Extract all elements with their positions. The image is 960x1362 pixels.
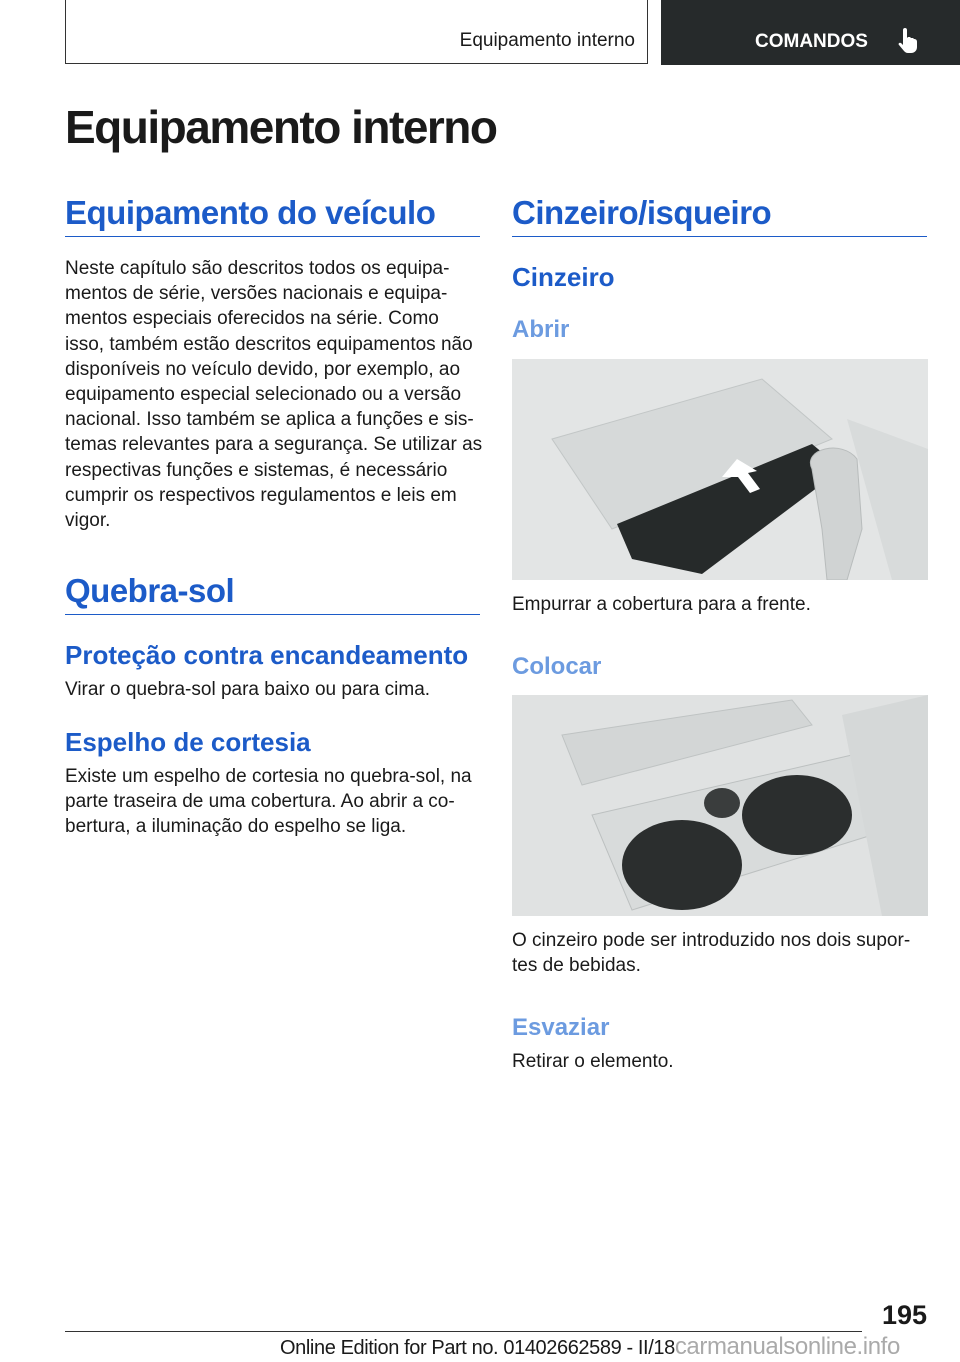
text-line: isso, também estão descritos equipamentos não [65, 333, 473, 355]
equip-paragraph [65, 256, 485, 533]
text-line: mentos de série, versões nacionais e equipa- [65, 283, 448, 305]
text-line: Neste capítulo são descritos todos os equipa- [65, 258, 450, 279]
heading-esvaziar: Esvaziar [512, 1014, 610, 1041]
text-line: mentos especiais oferecidos na série. Como [65, 308, 439, 330]
pointing-hand-icon [897, 26, 921, 54]
chapter-label: COMANDOS [755, 31, 868, 52]
text-line: respectivas funções e sistemas, é necessário [65, 459, 448, 481]
text-line: equipamento especial selecionado ou a versão [65, 384, 462, 406]
chapter-tab [661, 0, 960, 65]
text-line: parte traseira de uma cobertura. Ao abrir a co- [65, 791, 455, 813]
heading-colocar: Colocar [512, 653, 602, 680]
footer-divider [65, 1331, 862, 1332]
heading-espelho: Espelho de cortesia [65, 727, 311, 757]
text-line: tes de bebidas. [512, 955, 641, 977]
place-paragraph [512, 928, 932, 978]
text-line: Existe um espelho de cortesia no quebra-sol, na [65, 766, 472, 787]
watermark: carmanualsonline.info [674, 1333, 900, 1360]
text-line: temas relevantes para a segurança. Se utilizar as [65, 434, 483, 456]
text-line: bertura, a iluminação do espelho se liga. [65, 816, 407, 838]
text-line: Virar o quebra-sol para baixo ou para cima. [65, 679, 431, 700]
ashtray-cupholder-illustration [512, 695, 928, 916]
heading-abrir: Abrir [512, 316, 570, 343]
footer-edition [280, 1333, 900, 1361]
text-line: O cinzeiro pode ser introduzido nos dois supor- [512, 930, 911, 951]
heading-equipamento-veiculo: Equipamento do veículo [65, 194, 480, 237]
glare-paragraph [65, 677, 485, 702]
mirror-paragraph [65, 764, 485, 840]
text-line: disponíveis no veículo devido, por exemplo, ao [65, 358, 461, 380]
text-line: nacional. Isso também se aplica a funções e sis- [65, 409, 474, 431]
heading-cinzeiro-isqueiro: Cinzeiro/isqueiro [512, 194, 927, 237]
open-caption: Empurrar a cobertura para a frente. [512, 594, 811, 615]
heading-cinzeiro: Cinzeiro [512, 262, 615, 292]
header-section: Equipamento interno [459, 30, 635, 51]
text-line: cumprir os respectivos regulamentos e leis em [65, 484, 457, 506]
ashtray-open-illustration [512, 359, 928, 580]
page-title: Equipamento interno [65, 101, 497, 153]
heading-quebra-sol: Quebra-sol [65, 572, 480, 615]
heading-protecao: Proteção contra encandeamento [65, 640, 469, 670]
empty-text: Retirar o elemento. [512, 1051, 674, 1072]
page-number: 195 [881, 1300, 927, 1330]
edition-text: Online Edition for Part no. 01402662589 - II/18 [280, 1337, 675, 1359]
text-line: vigor. [65, 510, 111, 532]
